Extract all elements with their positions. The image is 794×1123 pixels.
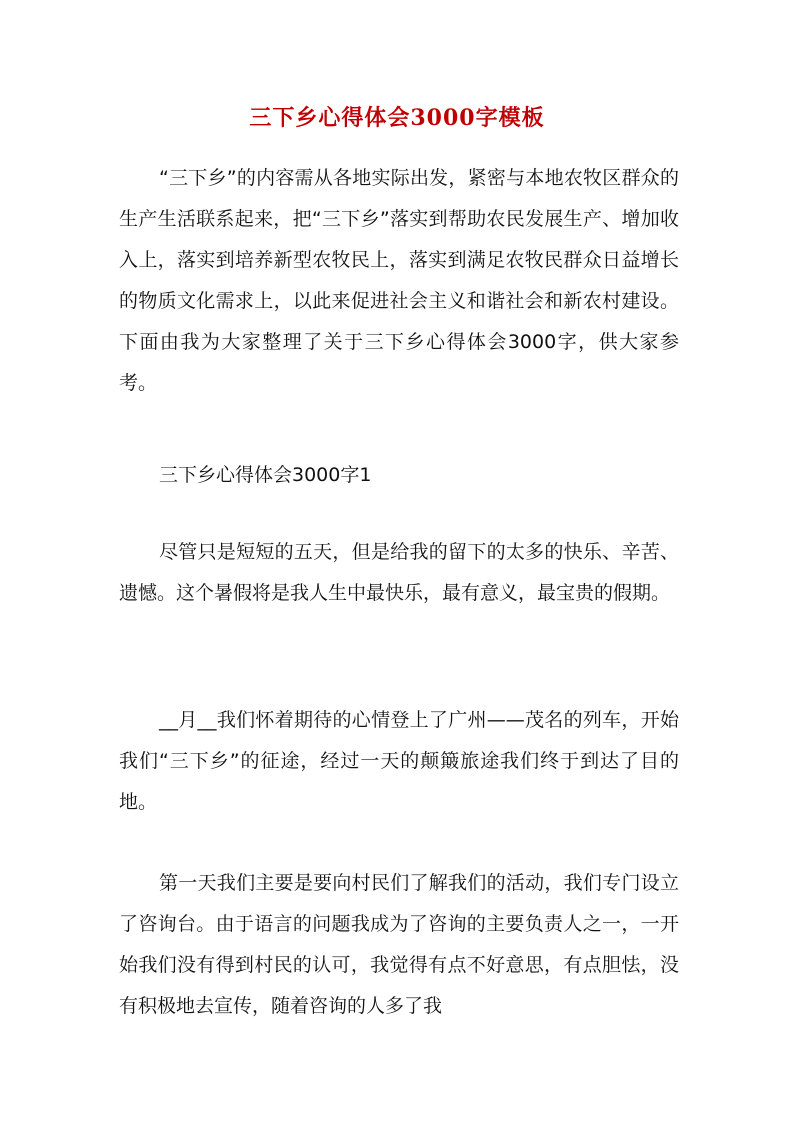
body-paragraph-3: 第一天我们主要是要向村民们了解我们的活动，我们专门设立了咨询台。由于语言的问题我成为了咨询的主要负责人之一，一开始我们没有得到村民的认可，我觉得有点不好意思，有点胆怯，没有积极地去宣传，随着咨询的人多了我 <box>119 872 679 1017</box>
body-paragraph-2: __月__我们怀着期待的心情登上了广州——茂名的列车，开始我们“三下乡”的征途，经过一天的颠簸旅途我们终于到达了目的地。 <box>119 709 679 813</box>
document-title: 三下乡心得体会3000字模板 <box>249 105 545 131</box>
body-paragraph-1: 尽管只是短短的五天，但是给我的留下的太多的快乐、辛苦、遗憾。这个暑假将是我人生中最快乐，最有意义，最宝贵的假期。 <box>119 541 679 604</box>
intro-paragraph: “三下乡”的内容需从各地实际出发，紧密与本地农牧区群众的生产生活联系起来，把“三下乡”落实到帮助农民发展生产、增加收入上，落实到培养新型农牧民上，落实到满足农牧民群众日益增长的物质文化需求上，以此来促进社会主义和谐社会和新农村建设。下面由我为大家整理了关于三下乡心得体会3000字，供大家参考。 <box>119 167 679 394</box>
section-heading: 三下乡心得体会3000字1 <box>159 464 372 486</box>
